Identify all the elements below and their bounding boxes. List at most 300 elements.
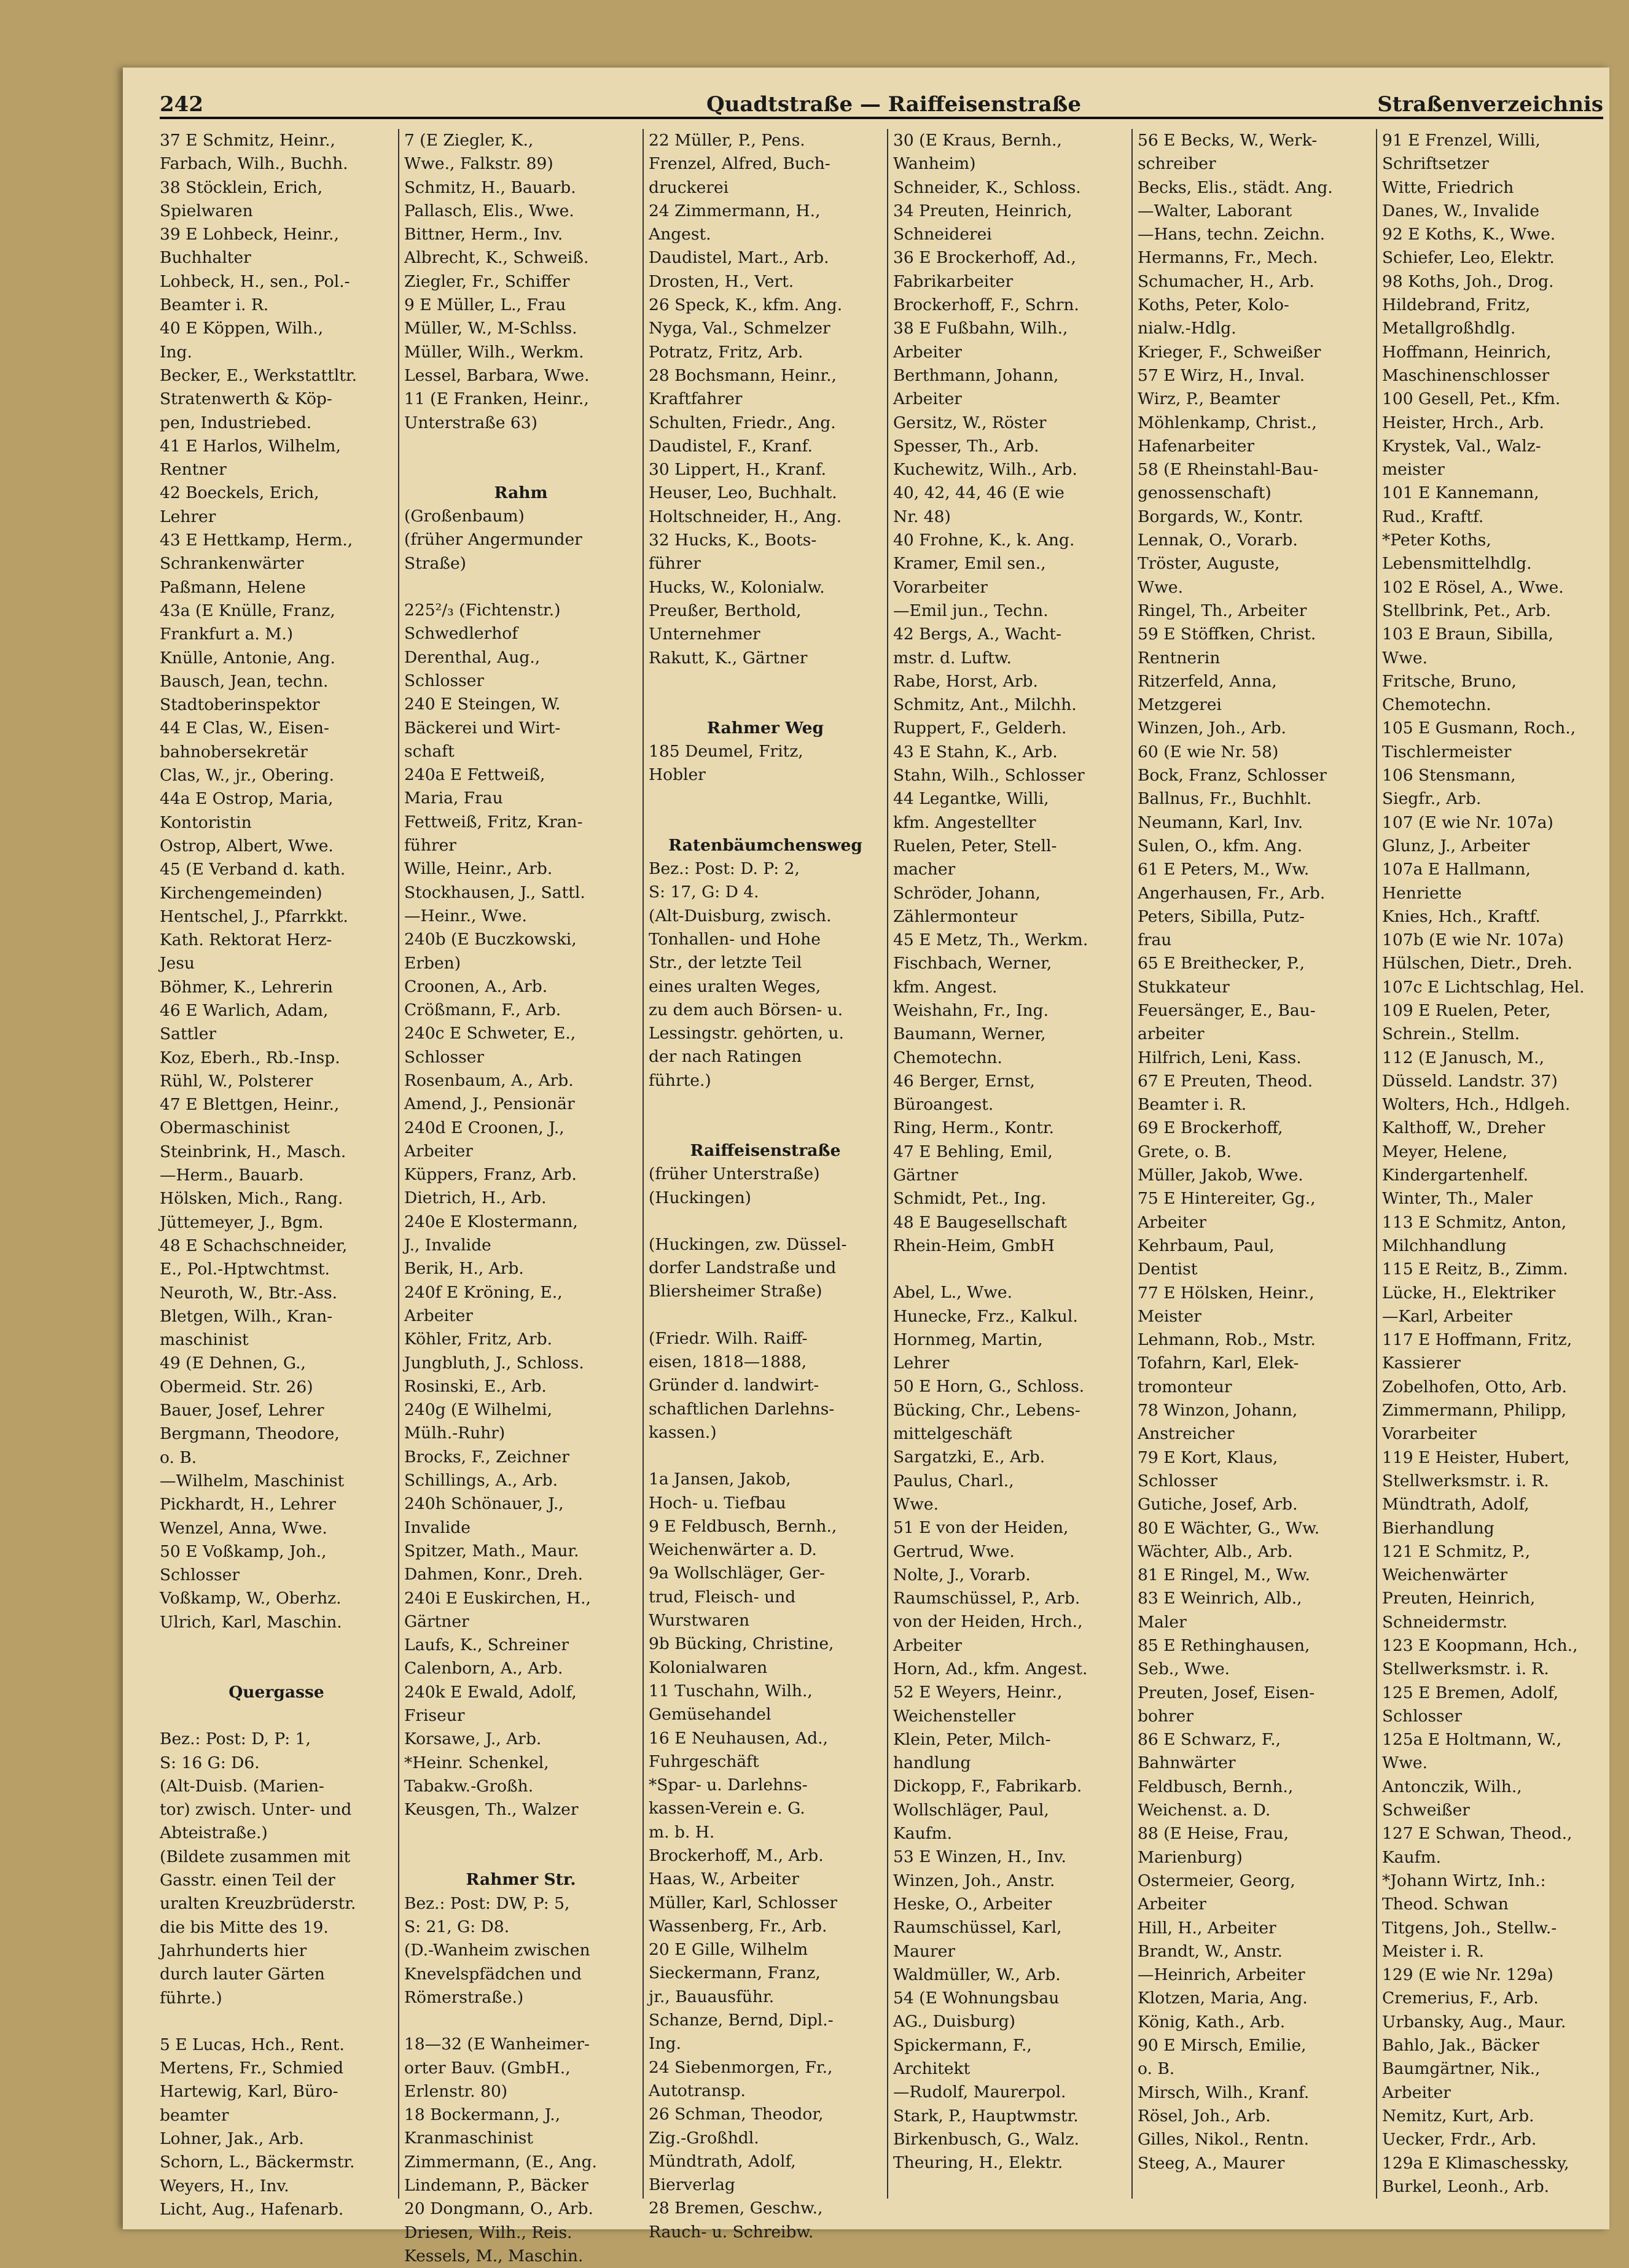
directory-line: Schmitz, Ant., Milchh.	[893, 695, 1077, 715]
column-1	[160, 129, 393, 2219]
directory-line: Spickermann, F.,	[893, 2035, 1032, 2055]
directory-line: Maria, Frau	[404, 789, 503, 808]
directory-line: trud, Fleisch- und	[649, 1587, 796, 1607]
directory-line: führer	[649, 554, 701, 574]
directory-line: Bliersheimer Straße)	[649, 1282, 822, 1301]
spacer	[649, 1304, 882, 1327]
directory-line: Milchhandlung	[1382, 1236, 1507, 1255]
directory-line: eisen, 1818—1888,	[649, 1352, 807, 1372]
directory-line: Baumgärtner, Nik.,	[1382, 2059, 1541, 2079]
directory-line: *Peter Koths,	[1382, 531, 1491, 550]
directory-line: Zobelhofen, Otto, Arb.	[1382, 1377, 1567, 1397]
directory-line: Mertens, Fr., Schmied	[160, 2059, 344, 2078]
directory-line: Driesen, Wilh., Reis.	[404, 2223, 572, 2242]
directory-line: Gasstr. einen Teil der	[160, 1871, 335, 1890]
directory-line: Stahn, Wilh., Schlosser	[893, 766, 1085, 785]
directory-line: (Friedr. Wilh. Raiff-	[649, 1328, 808, 1348]
directory-line: Rakutt, K., Gärtner	[649, 648, 808, 668]
directory-line: Fischbach, Werner,	[893, 954, 1052, 973]
directory-line: 18 Bockermann, J.,	[404, 2105, 561, 2125]
directory-line: 240i E Euskirchen, H.,	[404, 1588, 591, 1608]
directory-line: Schlosser	[1138, 1471, 1218, 1491]
directory-line: meister	[1382, 460, 1445, 480]
directory-line: Daudistel, Mart., Arb.	[649, 248, 829, 268]
directory-line: Römerstraße.)	[404, 1987, 524, 2007]
directory-line: Croonen, A., Arb.	[404, 976, 548, 996]
directory-line: 18—32 (E Wanheimer-	[404, 2035, 590, 2054]
directory-line: —Herm., Bauarb.	[160, 1166, 304, 1185]
directory-line: Lehrer	[893, 1354, 950, 1373]
directory-line: Ostrop, Albert, Wwe.	[160, 836, 334, 855]
street-heading: Rahmer Str.	[466, 1870, 576, 1890]
directory-line: Klein, Peter, Milch-	[893, 1729, 1051, 1749]
directory-line: Seb., Wwe.	[1138, 1659, 1230, 1679]
directory-line: Kalthoff, W., Dreher	[1382, 1118, 1545, 1138]
directory-line: Wwe.	[893, 1494, 939, 1514]
directory-line: Haas, W., Arbeiter	[649, 1869, 799, 1889]
directory-line: 47 E Blettgen, Heinr.,	[160, 1095, 340, 1115]
header-rule	[160, 117, 1603, 119]
directory-line: Hafenarbeiter	[1138, 436, 1255, 456]
directory-line: 9 E Müller, L., Frau	[404, 295, 566, 315]
directory-line: Möhlenkamp, Christ.,	[1138, 413, 1317, 432]
directory-line: Schillings, A., Arb.	[404, 1471, 558, 1491]
directory-line: die bis Mitte des 19.	[160, 1917, 329, 1937]
directory-line: Jungbluth, J., Schloss.	[404, 1353, 584, 1373]
directory-line: Arbeiter	[404, 1306, 473, 1325]
directory-line: Hilfrich, Leni, Kass.	[1138, 1048, 1302, 1067]
page-header	[160, 92, 1603, 129]
directory-line: 44 Legantke, Willi,	[893, 789, 1049, 809]
directory-line: Invalide	[404, 1518, 471, 1537]
directory-line: Steinbrink, H., Masch.	[160, 1142, 346, 1161]
directory-line: führte.)	[649, 1070, 711, 1090]
directory-line: Bittner, Herm., Inv.	[404, 225, 563, 244]
directory-line: Witte, Friedrich	[1382, 177, 1514, 197]
directory-line: 34 Preuten, Heinrich,	[893, 201, 1072, 220]
directory-line: Schröder, Johann,	[893, 883, 1041, 903]
directory-line: 44 E Clas, W., Eisen-	[160, 719, 329, 738]
directory-line: Hermanns, Fr., Mech.	[1138, 248, 1318, 268]
directory-line: Düsseld. Landstr. 37)	[1382, 1071, 1558, 1091]
directory-line: 60 (E wie Nr. 58)	[1138, 742, 1279, 762]
directory-line: 119 E Heister, Hubert,	[1382, 1448, 1570, 1467]
directory-line: 225²/₃ (Fichtenstr.)	[404, 601, 561, 620]
directory-line: Unternehmer	[649, 625, 760, 644]
directory-line: Ritzerfeld, Anna,	[1138, 671, 1277, 691]
directory-line: Krystek, Val., Walz-	[1382, 436, 1541, 456]
directory-line: Metallgroßhdlg.	[1382, 319, 1516, 338]
directory-line: Klotzen, Maria, Ang.	[1138, 1989, 1308, 2008]
directory-line: Arbeiter	[893, 1635, 962, 1655]
directory-line: Bauer, Josef, Lehrer	[160, 1401, 324, 1420]
directory-line: Chemotechn.	[893, 1048, 1002, 1067]
directory-line: Paßmann, Helene	[160, 577, 306, 597]
spacer	[649, 1210, 882, 1233]
directory-line: Schlosser	[404, 671, 485, 690]
directory-line: von der Heiden, Hrch.,	[893, 1612, 1083, 1632]
directory-line: Steeg, A., Maurer	[1138, 2153, 1285, 2173]
directory-line: Keusgen, Th., Walzer	[404, 1800, 579, 1820]
directory-line: 48 E Baugesellschaft	[893, 1212, 1067, 1232]
spacer	[404, 575, 638, 599]
directory-line: Schlosser	[404, 1047, 485, 1067]
directory-line: —Heinrich, Arbeiter	[1138, 1965, 1305, 1985]
directory-line: Schanze, Bernd, Dipl.-	[649, 2011, 834, 2030]
directory-line: 57 E Wirz, H., Inval.	[1138, 365, 1305, 385]
directory-line: 9a Wollschläger, Ger-	[649, 1564, 825, 1583]
directory-line: Crößmann, F., Arb.	[404, 1000, 561, 1020]
directory-line: Arbeiter	[1138, 1895, 1206, 1914]
section-title: Straßenverzeichnis	[1377, 92, 1603, 117]
directory-line: Buchhalter	[160, 248, 251, 268]
directory-line: Laufs, K., Schreiner	[404, 1635, 569, 1655]
directory-line: Wollschläger, Paul,	[893, 1800, 1049, 1820]
directory-line: 107a E Hallmann,	[1382, 860, 1531, 879]
directory-line: Derenthal, Aug.,	[404, 647, 541, 667]
spacer	[404, 1822, 638, 1845]
page-number: 242	[160, 92, 203, 117]
directory-line: dorfer Landstraße und	[649, 1258, 837, 1278]
directory-line: —Rudolf, Maurerpol.	[893, 2083, 1066, 2102]
directory-line: Heister, Hrch., Arb.	[1382, 413, 1544, 432]
directory-line: (Großenbaum)	[404, 507, 525, 526]
directory-line: J., Invalide	[404, 1236, 491, 1255]
directory-line: 52 E Weyers, Heinr.,	[893, 1683, 1063, 1702]
directory-line: Meister i. R.	[1382, 1941, 1485, 1961]
directory-line: Zimmermann, Philipp,	[1382, 1401, 1567, 1420]
directory-line: Bahlo, Jak., Bäcker	[1382, 2036, 1539, 2056]
directory-line: Bäckerei und Wirt-	[404, 718, 561, 738]
directory-line: Kath. Rektorat Herz-	[160, 930, 332, 950]
directory-line: Theod. Schwan	[1382, 1895, 1509, 1914]
directory-line: Brockerhoff, F., Schrn.	[893, 295, 1079, 315]
directory-line: Becks, Elis., städt. Ang.	[1138, 177, 1333, 197]
directory-line: Hentschel, J., Pfarrkkt.	[160, 906, 348, 926]
directory-line: Becker, E., Werkstattltr.	[160, 365, 357, 385]
directory-line: Gersitz, W., Röster	[893, 413, 1047, 432]
street-heading: Ratenbäumchensweg	[668, 835, 862, 855]
directory-line: schaftlichen Darlehns-	[649, 1399, 835, 1419]
directory-line: Stark, P., Hauptwmstr.	[893, 2106, 1079, 2126]
directory-line: bohrer	[1138, 1706, 1194, 1726]
directory-line: Farbach, Wilh., Buchh.	[160, 154, 348, 174]
directory-line: Arbeiter	[893, 389, 962, 409]
directory-line: Vorarbeiter	[893, 577, 988, 597]
directory-line: Knevelspfädchen und	[404, 1964, 582, 1984]
directory-line: m. b. H.	[649, 1822, 715, 1842]
directory-line: Bausch, Jean, techn.	[160, 671, 329, 691]
directory-line: 1a Jansen, Jakob,	[649, 1470, 791, 1489]
directory-line: Wolters, Hch., Hdlgeh.	[1382, 1095, 1571, 1115]
directory-line: Peters, Sibilla, Putz-	[1138, 906, 1305, 926]
directory-line: maschinist	[160, 1330, 249, 1350]
directory-line: Schlosser	[160, 1565, 240, 1585]
directory-line: 121 E Schmitz, P.,	[1382, 1541, 1531, 1561]
directory-line: Kassierer	[1382, 1354, 1461, 1373]
directory-line: Tofahrn, Karl, Elek-	[1138, 1354, 1299, 1373]
directory-line: Schwedlerhof	[404, 624, 518, 644]
directory-line: Knülle, Antonie, Ang.	[160, 648, 335, 668]
directory-line: kfm. Angest.	[893, 977, 998, 997]
directory-line: Böhmer, K., Lehrerin	[160, 977, 333, 997]
directory-line: uralten Kreuzbrüderstr.	[160, 1894, 356, 1914]
directory-line: Bez.: Post: DW, P: 5,	[404, 1893, 570, 1913]
directory-line: Gärtner	[404, 1611, 469, 1631]
directory-line: Gründer d. landwirt-	[649, 1376, 819, 1395]
directory-line: Urbansky, Aug., Maur.	[1382, 2012, 1566, 2032]
directory-line: (Huckingen)	[649, 1188, 752, 1207]
directory-line: Brockerhoff, M., Arb.	[649, 1846, 824, 1865]
directory-line: Dietrich, H., Arb.	[404, 1188, 547, 1208]
directory-line: Stockhausen, J., Sattl.	[404, 883, 585, 902]
directory-line: Beamter i. R.	[160, 295, 269, 315]
directory-line: 43 E Stahn, K., Arb.	[893, 742, 1058, 762]
spacer	[649, 1116, 882, 1139]
directory-line: Stukkateur	[1138, 977, 1230, 997]
directory-line: Lehmann, Rob., Mstr.	[1138, 1330, 1316, 1350]
directory-line: Arbeiter	[1138, 1212, 1206, 1232]
directory-line: Horn, Ad., kfm. Angest.	[893, 1659, 1088, 1678]
directory-line: Mündtrath, Adolf,	[649, 2151, 796, 2171]
column-2	[404, 129, 638, 2266]
directory-line: Kolonialwaren	[649, 1658, 768, 1677]
directory-line: 240 E Steingen, W.	[404, 695, 561, 714]
column-5	[1138, 129, 1371, 2205]
directory-line: Kuchewitz, Wilh., Arb.	[893, 460, 1077, 480]
directory-line: 240k E Ewald, Adolf,	[404, 1682, 577, 1702]
street-heading: Rahmer Weg	[706, 718, 824, 738]
directory-line: Heske, O., Arbeiter	[893, 1894, 1052, 1914]
directory-line: (früher Angermunder	[404, 530, 582, 550]
spacer	[404, 458, 638, 481]
directory-line: 20 Dongmann, O., Arb.	[404, 2199, 593, 2219]
directory-line: Lehrer	[160, 507, 216, 526]
directory-line: Calenborn, A., Arb.	[404, 1659, 563, 1678]
directory-line: tromonteur	[1138, 1377, 1232, 1397]
directory-line: Ruelen, Peter, Stell-	[893, 836, 1057, 855]
directory-line: Wassenberg, Fr., Arb.	[649, 1916, 827, 1936]
spacer	[649, 787, 882, 811]
directory-line: Lücke, H., Elektriker	[1382, 1283, 1556, 1303]
directory-line: tor) zwisch. Unter- und	[160, 1800, 352, 1820]
directory-line: 38 E Fußbahn, Wilh.,	[893, 319, 1068, 338]
directory-line: Spesser, Th., Arb.	[893, 436, 1039, 456]
directory-line: 88 (E Heise, Frau,	[1138, 1824, 1289, 1844]
directory-line: Tischlermeister	[1382, 742, 1512, 762]
directory-line: 24 Zimmermann, H.,	[649, 201, 821, 220]
directory-line: 39 E Lohbeck, Heinr.,	[160, 225, 339, 244]
directory-line: Hildebrand, Fritz,	[1382, 295, 1531, 315]
directory-line: Jahrhunderts hier	[160, 1941, 307, 1960]
directory-line: Ing.	[649, 2034, 681, 2054]
spacer	[649, 670, 882, 693]
directory-line: Hunecke, Frz., Kalkul.	[893, 1306, 1078, 1326]
directory-line: 51 E von der Heiden,	[893, 1518, 1069, 1538]
directory-line: 37 E Schmitz, Heinr.,	[160, 131, 335, 150]
directory-line: 7 (E Ziegler, K.,	[404, 131, 534, 150]
column-4	[893, 129, 1127, 2205]
directory-line: Bez.: Post: D, P: 1,	[160, 1729, 311, 1749]
directory-line: 9 E Feldbusch, Bernh.,	[649, 1516, 837, 1536]
directory-line: Borgards, W., Kontr.	[1138, 507, 1303, 526]
directory-line: AG., Duisburg)	[893, 2012, 1016, 2032]
directory-line: 81 E Ringel, M., Ww.	[1138, 1565, 1310, 1585]
directory-line: Wenzel, Anna, Wwe.	[160, 1518, 327, 1538]
directory-line: 16 E Neuhausen, Ad.,	[649, 1728, 828, 1748]
directory-line: 92 E Koths, K., Wwe.	[1382, 225, 1556, 244]
directory-line: Rösel, Joh., Arb.	[1138, 2106, 1271, 2126]
directory-line: 5 E Lucas, Hch., Rent.	[160, 2035, 345, 2054]
directory-line: Rauch- u. Schreibw.	[649, 2222, 814, 2242]
directory-line: Bierverlag	[649, 2175, 735, 2195]
directory-line: Kraftfahrer	[649, 389, 743, 409]
directory-line: —Wilhelm, Maschinist	[160, 1471, 345, 1491]
directory-line: 123 E Koopmann, Hch.,	[1382, 1636, 1578, 1655]
directory-line: Kehrbaum, Paul,	[1138, 1236, 1275, 1255]
directory-line: kassen.)	[649, 1422, 717, 1442]
directory-line: 43a (E Knülle, Franz,	[160, 601, 335, 620]
directory-line: Uecker, Frdr., Arb.	[1382, 2130, 1537, 2149]
directory-line: 40 E Köppen, Wilh.,	[160, 319, 324, 338]
directory-line: 28 Bremen, Geschw.,	[649, 2199, 823, 2218]
directory-line: 24 Siebenmorgen, Fr.,	[649, 2057, 833, 2077]
directory-line: Maler	[1138, 1612, 1187, 1632]
directory-line: Fuhrgeschäft	[649, 1752, 759, 1771]
directory-line: Rühl, W., Polsterer	[160, 1071, 313, 1091]
directory-line: Fritsche, Bruno,	[1382, 671, 1517, 691]
directory-line: 107c E Lichtschlag, Hel.	[1382, 977, 1585, 997]
directory-line: Bez.: Post: D. P: 2,	[649, 859, 800, 879]
directory-line: kassen-Verein e. G.	[649, 1799, 805, 1818]
directory-line: 240a E Fettweiß,	[404, 765, 545, 785]
directory-line: o. B.	[160, 1448, 197, 1467]
directory-line: Chemotechn.	[1382, 695, 1491, 715]
directory-line: Bahnwärter	[1138, 1753, 1236, 1773]
directory-line: zu dem auch Börsen- u.	[649, 1000, 843, 1019]
directory-line: 129 (E wie Nr. 129a)	[1382, 1965, 1553, 1985]
directory-line: *Spar- u. Darlehns-	[649, 1775, 808, 1795]
directory-line: Daudistel, F., Kranf.	[649, 436, 813, 456]
directory-line: Lohbeck, H., sen., Pol.-	[160, 271, 350, 291]
street-heading: Quergasse	[229, 1683, 324, 1702]
directory-line: Hölsken, Mich., Rang.	[160, 1189, 343, 1209]
directory-line: 46 Berger, Ernst,	[893, 1071, 1035, 1091]
column-divider	[398, 129, 399, 2199]
directory-line: 50 E Horn, G., Schloss.	[893, 1377, 1085, 1397]
directory-line: Meyer, Helene,	[1382, 1142, 1508, 1161]
directory-line: Glunz, J., Arbeiter	[1382, 836, 1530, 855]
directory-line: 77 E Hölsken, Heinr.,	[1138, 1283, 1315, 1303]
directory-line: Weishahn, Fr., Ing.	[893, 1000, 1049, 1020]
directory-line: Gutiche, Josef, Arb.	[1138, 1495, 1298, 1514]
directory-line: Preußer, Berthold,	[649, 601, 802, 620]
directory-line: Kranmaschinist	[404, 2129, 534, 2148]
directory-line: Schlosser	[1382, 1706, 1463, 1726]
directory-line: der nach Ratingen	[649, 1047, 802, 1067]
directory-line: Unterstraße 63)	[404, 413, 537, 432]
directory-line: Zählermonteur	[893, 906, 1018, 926]
directory-line: 11 Tuschahn, Wilh.,	[649, 1681, 813, 1701]
directory-line: 45 E Metz, Th., Werkm.	[893, 930, 1088, 950]
directory-line: 80 E Wächter, G., Ww.	[1138, 1518, 1320, 1538]
directory-line: Mirsch, Wilh., Kranf.	[1138, 2083, 1310, 2102]
directory-line: Bletgen, Wilh., Kran-	[160, 1306, 333, 1326]
directory-line: 78 Winzon, Johann,	[1138, 1401, 1298, 1420]
directory-line: Metzgerei	[1138, 695, 1222, 715]
directory-line: Ulrich, Karl, Maschin.	[160, 1612, 342, 1632]
directory-line: Drosten, H., Vert.	[649, 271, 794, 291]
directory-line: Cremerius, F., Arb.	[1382, 1989, 1539, 2008]
directory-line: 86 E Schwarz, F.,	[1138, 1730, 1281, 1750]
directory-line: 46 E Warlich, Adam,	[160, 1000, 329, 1020]
directory-line: Ing.	[160, 342, 192, 362]
directory-line: 240f E Kröning, E.,	[404, 1282, 563, 1302]
directory-line: Lessel, Barbara, Wwe.	[404, 365, 590, 385]
directory-line: 44a E Ostrop, Maria,	[160, 789, 334, 809]
directory-line: beamter	[160, 2105, 229, 2125]
directory-line: Stratenwerth & Köp-	[160, 389, 332, 409]
directory-line: Wanheim)	[893, 154, 976, 174]
directory-line: Kaufm.	[1382, 1847, 1442, 1867]
directory-line: 75 E Hintereiter, Gg.,	[1138, 1189, 1316, 1209]
directory-line: Bergmann, Theodore,	[160, 1424, 340, 1444]
directory-line: Albrecht, K., Schweiß.	[404, 248, 589, 268]
directory-line: 98 Koths, Joh., Drog.	[1382, 271, 1554, 291]
directory-line: Mündtrath, Adolf,	[1382, 1495, 1529, 1514]
directory-line: 69 E Brockerhoff,	[1138, 1118, 1283, 1138]
directory-line: mstr. d. Luftw.	[893, 648, 1012, 668]
directory-line: o. B.	[1138, 2059, 1175, 2079]
directory-line: Brocks, F., Zeichner	[404, 1447, 569, 1467]
directory-line: Tabakw.-Großh.	[404, 1776, 534, 1796]
directory-line: Wurstwaren	[649, 1611, 750, 1631]
directory-line: Maschinenschlosser	[1382, 365, 1550, 385]
directory-line: 101 E Kannemann,	[1382, 483, 1539, 503]
directory-line: 125a E Holtmann, W.,	[1382, 1730, 1562, 1750]
directory-line: Lohner, Jak., Arb.	[160, 2129, 304, 2149]
directory-line: 240b (E Buczkowski,	[404, 930, 577, 949]
directory-line: 56 E Becks, W., Werk-	[1138, 131, 1318, 150]
directory-line: Angerhausen, Fr., Arb.	[1138, 883, 1326, 903]
directory-line: führte.)	[160, 1988, 222, 2008]
directory-line: Clas, W., jr., Obering.	[160, 766, 335, 785]
directory-line: Müller, W., M-Schlss.	[404, 319, 577, 338]
directory-line: Weichenst. a. D.	[1138, 1801, 1271, 1820]
directory-line: jr., Bauausführ.	[649, 1987, 775, 2006]
directory-line: orter Bauv. (GmbH.,	[404, 2058, 571, 2078]
directory-line: 54 (E Wohnungsbau	[893, 1989, 1060, 2008]
spacer	[404, 2009, 638, 2033]
directory-line: 240g (E Wilhelmi,	[404, 1400, 553, 1420]
directory-line: Nr. 48)	[893, 507, 951, 526]
directory-line: (Alt-Duisburg, zwisch.	[649, 906, 832, 926]
directory-line: Küppers, Franz, Arb.	[404, 1165, 577, 1185]
column-divider	[1376, 129, 1377, 2199]
directory-line: 127 E Schwan, Theod.,	[1382, 1824, 1572, 1844]
directory-line: Frankfurt a. M.)	[160, 625, 294, 644]
directory-line: Bierhandlung	[1382, 1518, 1494, 1538]
spacer	[160, 1634, 393, 1658]
directory-line: Antonczik, Wilh.,	[1382, 1777, 1522, 1796]
directory-line: durch lauter Gärten	[160, 1965, 325, 1984]
directory-line: 30 Lippert, H., Kranf.	[649, 460, 826, 480]
directory-line: 100 Gesell, Pet., Kfm.	[1382, 389, 1561, 409]
directory-line: Marienburg)	[1138, 1847, 1243, 1867]
directory-line: Weichenwärter a. D.	[649, 1540, 817, 1560]
directory-line: Schorn, L., Bäckermstr.	[160, 2153, 355, 2172]
directory-line: Ring, Herm., Kontr.	[893, 1118, 1055, 1138]
